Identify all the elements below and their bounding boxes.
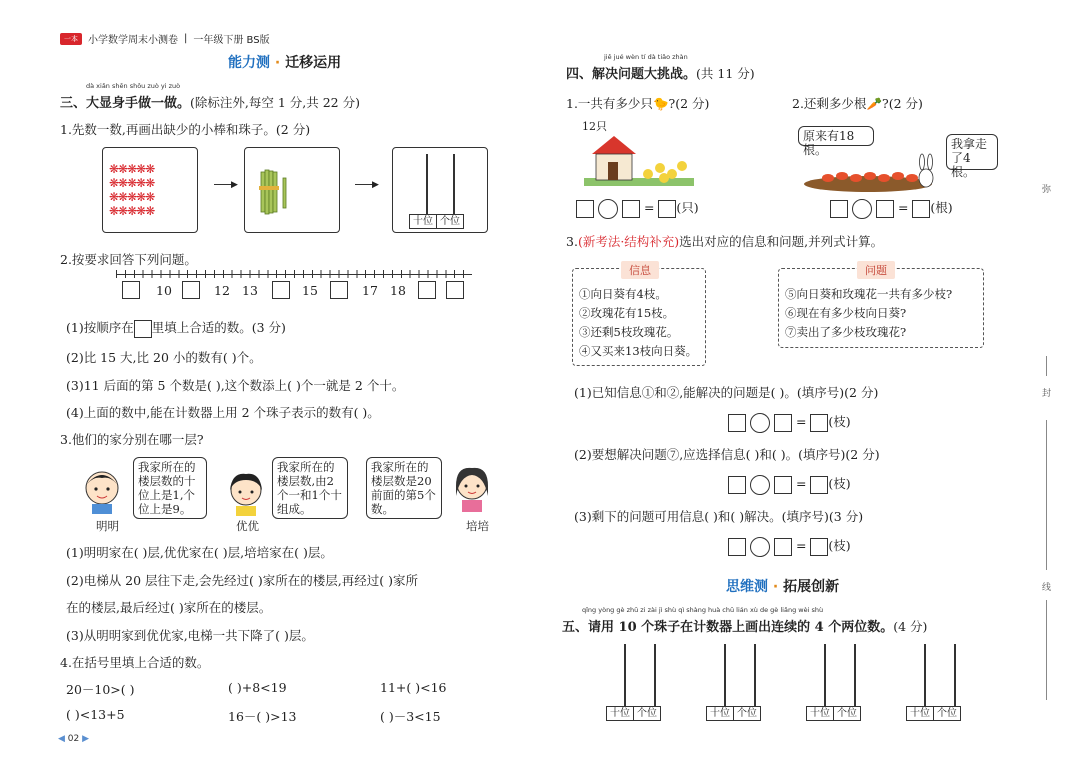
rod xyxy=(924,644,926,708)
abacus-base: 十位 个位 xyxy=(806,706,861,721)
operator-circle[interactable] xyxy=(852,199,872,219)
rod xyxy=(754,644,756,708)
p4-q3-2: (2)要想解决问题⑦,应选择信息( )和( )。(填序号)(2 分) xyxy=(574,447,880,462)
part5-pinyin: qǐng yòng gè zhū zi zài jì shù qì shàng huà chū lián xù de gè liǎng wèi shù xyxy=(582,606,824,614)
list-item: ②玫瑰花有15枝。 xyxy=(579,306,675,320)
answer-box[interactable] xyxy=(728,538,746,556)
equation-row-5: = (枝) xyxy=(728,536,851,557)
page-number: ◀ 02 ▶ xyxy=(58,734,90,744)
girl-peipei-avatar xyxy=(450,462,494,517)
answer-box[interactable] xyxy=(774,538,792,556)
name-peipei: 培培 xyxy=(466,519,489,533)
q2-text: 2.按要求回答下列问题。 xyxy=(60,252,197,267)
abacus-base: 十位 个位 xyxy=(906,706,961,721)
margin-line xyxy=(1046,420,1047,570)
grade-label: 一年级下册 BS版 xyxy=(193,35,270,46)
series-name: 小学数学周末小测卷 xyxy=(88,35,178,46)
p4-q3-3: (3)剩下的问题可用信息( )和( )解决。(填序号)(3 分) xyxy=(574,509,864,524)
leaf-picture-box xyxy=(102,147,198,233)
q3-2-cont: 在的楼层,最后经过( )家所在的楼层。 xyxy=(66,600,272,615)
rod xyxy=(654,644,656,708)
question-tag: 问题 xyxy=(857,261,895,279)
q3-1: (1)明明家在( )层,优优家在( )层,培培家在( )层。 xyxy=(66,545,333,560)
rabbit-carrots-picture xyxy=(798,118,998,194)
number-line-ticks xyxy=(116,270,472,278)
part3-heading: 三、大显身手做一做。(除标注外,每空 1 分,共 22 分) xyxy=(60,95,360,111)
brand-badge: 一本 xyxy=(60,33,82,45)
header-divider: | xyxy=(184,33,188,44)
q4-text: 4.在括号里填上合适的数。 xyxy=(60,655,210,670)
answer-box[interactable] xyxy=(272,281,290,299)
operator-circle[interactable] xyxy=(598,199,618,219)
answer-box[interactable] xyxy=(622,200,640,218)
inequality-4: ( )<13+5 xyxy=(66,707,125,722)
q2-2: (2)比 15 大,比 20 小的数有( )个。 xyxy=(66,350,262,365)
answer-box[interactable] xyxy=(810,538,828,556)
answer-box[interactable] xyxy=(418,281,436,299)
abacus-rod-tens xyxy=(426,154,428,216)
part4-pinyin: jiě jué wèn tí dà tiǎo zhàn xyxy=(604,53,688,61)
answer-box[interactable] xyxy=(658,200,676,218)
list-item: ③还剩5枝玫瑰花。 xyxy=(579,325,679,339)
answer-box[interactable] xyxy=(446,281,464,299)
equation-row-2: = (根) xyxy=(830,198,953,219)
equation-row-4: = (枝) xyxy=(728,474,851,495)
operator-circle[interactable] xyxy=(750,475,770,495)
answer-box[interactable] xyxy=(810,476,828,494)
abacus-box xyxy=(392,147,488,233)
house-chicks-picture: 12只 xyxy=(578,118,698,190)
name-youyou: 优优 xyxy=(236,519,259,533)
margin-label-a: 弥 xyxy=(1042,185,1052,195)
answer-box[interactable] xyxy=(728,476,746,494)
answer-box[interactable] xyxy=(810,414,828,432)
rod xyxy=(624,644,626,708)
abacus-rod-ones xyxy=(453,154,455,216)
list-item: ④又买来13枝向日葵。 xyxy=(579,344,698,358)
q3-3: (3)从明明家到优优家,电梯一共下降了( )层。 xyxy=(66,628,314,643)
answer-box[interactable] xyxy=(728,414,746,432)
rod xyxy=(954,644,956,708)
arrow-right-icon: ▶ xyxy=(231,180,238,190)
abacus-2 xyxy=(706,644,774,724)
p4-q3-1: (1)已知信息①和②,能解决的问题是( )。(填序号)(2 分) xyxy=(574,385,879,400)
rod xyxy=(724,644,726,708)
answer-box[interactable] xyxy=(912,200,930,218)
rod xyxy=(854,644,856,708)
question-panel xyxy=(778,264,984,348)
q2-1: (1)按顺序在 里填上合适的数。(3 分) xyxy=(66,318,286,338)
list-item: ①向日葵有4枝。 xyxy=(579,287,667,301)
margin-line xyxy=(1046,356,1047,376)
info-panel xyxy=(572,264,706,366)
inequality-6: ( )－3<15 xyxy=(380,709,441,724)
stick-bundle-icon xyxy=(245,148,341,234)
inequality-3: 11+( )<16 xyxy=(380,680,447,695)
bubble-original-count: 原来有18根。 xyxy=(798,126,874,146)
inequality-5: 16－( )>13 xyxy=(228,709,297,724)
inline-box-icon xyxy=(134,320,152,338)
margin-line xyxy=(1046,600,1047,700)
answer-box[interactable] xyxy=(830,200,848,218)
carrot-pile-icon xyxy=(798,118,998,194)
page-header xyxy=(60,31,270,46)
girl-youyou-avatar xyxy=(224,468,268,519)
maple-leaf-icons: ❋❋❋❋❋ ❋❋❋❋❋ ❋❋❋❋❋ ❋❋❋❋❋ xyxy=(109,162,155,218)
question-list xyxy=(785,285,952,342)
equation-row-3: = (枝) xyxy=(728,412,851,433)
answer-box[interactable] xyxy=(876,200,894,218)
inequality-2: ( )+8<19 xyxy=(228,680,287,695)
list-item: ⑤向日葵和玫瑰花一共有多少枝? xyxy=(785,287,953,301)
answer-box[interactable] xyxy=(774,414,792,432)
q3-text: 3.他们的家分别在哪一层? xyxy=(60,432,204,447)
abacus-base: 十位 个位 xyxy=(706,706,761,721)
p4-q3: 3.(新考法·结构补充)选出对应的信息和问题,并列式计算。 xyxy=(566,234,884,249)
equation-row-1: = (只) xyxy=(576,198,699,219)
abacus-1 xyxy=(606,644,674,724)
operator-circle[interactable] xyxy=(750,413,770,433)
q2-3: (3)11 后面的第 5 个数是( ),这个数添上( )个一就是 2 个十。 xyxy=(66,378,405,393)
q2-4: (4)上面的数中,能在计数器上用 2 个珠子表示的数有( )。 xyxy=(66,405,380,420)
answer-box[interactable] xyxy=(330,281,348,299)
p4-q2: 2.还剩多少根🥕?(2 分) xyxy=(792,96,923,111)
boy-mingming-avatar xyxy=(80,466,124,517)
q3-2: (2)电梯从 20 层往下走,会先经过( )家所在的楼层,再经过( )家所 xyxy=(66,573,418,588)
info-tag: 信息 xyxy=(621,261,659,279)
bubble-took-away: 我拿走了4根。 xyxy=(946,134,998,170)
info-list xyxy=(579,285,697,361)
answer-box[interactable] xyxy=(576,200,594,218)
operator-circle[interactable] xyxy=(750,537,770,557)
thinking-section-title: 思维测 · 拓展创新 xyxy=(726,579,840,595)
list-item: ⑥现在有多少枝向日葵? xyxy=(785,306,907,320)
answer-box[interactable] xyxy=(774,476,792,494)
abacus-3 xyxy=(806,644,874,724)
number-line-row: 10 12 13 15 17 18 xyxy=(116,281,476,303)
chick-icon: 🐤 xyxy=(652,96,669,111)
abacus-base: 十位 个位 xyxy=(409,214,464,229)
arrow-right-icon-2: ▶ xyxy=(372,180,379,190)
margin-label-b: 封 xyxy=(1042,389,1052,399)
p4-q1: 1.一共有多少只🐤?(2 分) xyxy=(566,96,710,111)
margin-label-c: 线 xyxy=(1042,583,1052,593)
speech-bubble-youyou: 我家所在的楼层数,由2个一和1个十组成。 xyxy=(272,457,348,519)
q1-text: 1.先数一数,再画出缺少的小棒和珠子。(2 分) xyxy=(60,122,311,137)
part5-heading: 五、请用 10 个珠子在计数器上画出连续的 4 个两位数。(4 分) xyxy=(562,619,928,635)
stick-picture-box xyxy=(244,147,340,233)
speech-bubble-peipei: 我家所在的楼层数是20前面的第5个数。 xyxy=(366,457,442,519)
carrot-icon: 🥕 xyxy=(866,96,883,111)
abacus-base: 十位 个位 xyxy=(606,706,661,721)
answer-box[interactable] xyxy=(182,281,200,299)
list-item: ⑦卖出了多少枝玫瑰花? xyxy=(785,325,907,339)
answer-box[interactable] xyxy=(122,281,140,299)
rod xyxy=(824,644,826,708)
ability-section-title: 能力测 · 迁移运用 xyxy=(228,55,342,71)
part4-heading: 四、解决问题大挑战。(共 11 分) xyxy=(566,66,755,82)
speech-bubble-mingming: 我家所在的楼层数的十位上是1,个位上是9。 xyxy=(133,457,207,519)
abacus-4 xyxy=(906,644,974,724)
part3-pinyin: dà xiǎn shēn shǒu zuò yi zuò xyxy=(86,82,181,90)
inequality-1: 20－10>( ) xyxy=(66,682,135,697)
name-mingming: 明明 xyxy=(96,519,119,533)
